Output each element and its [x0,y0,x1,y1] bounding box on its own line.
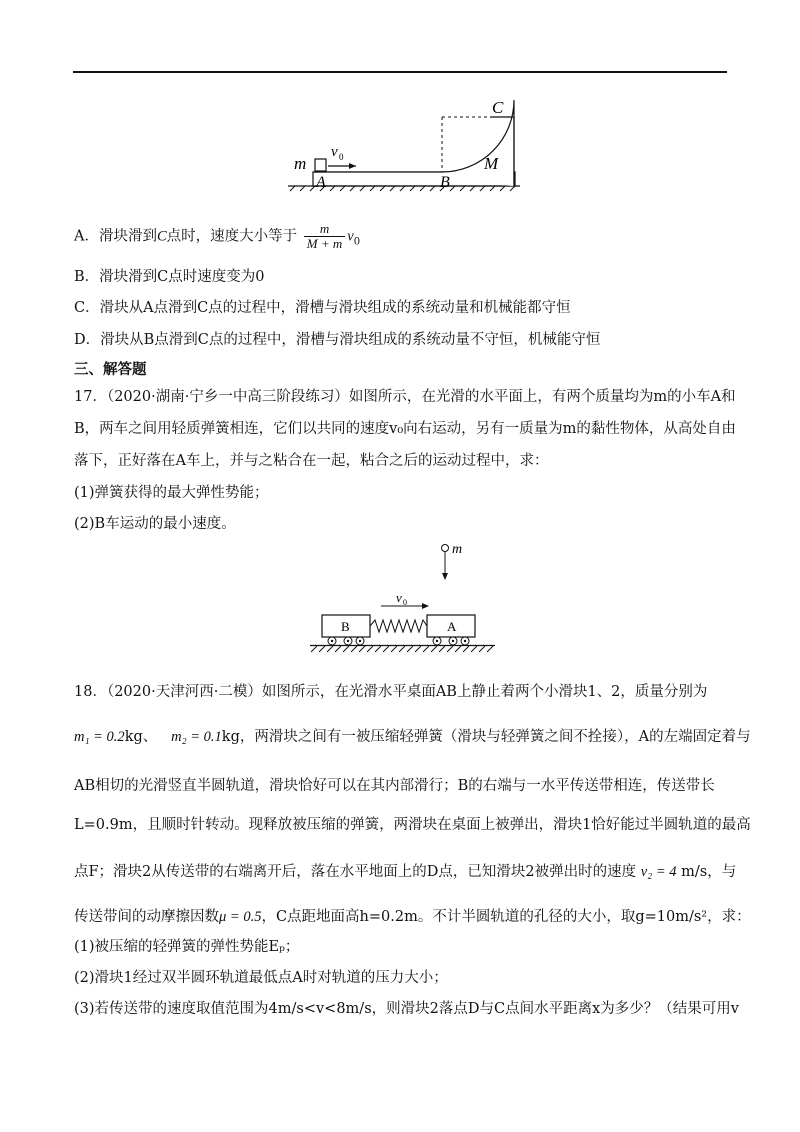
svg-text:A: A [447,619,457,634]
q17-line3: 落下，正好落在A车上，并与之粘合在一起，粘合之后的运动过程中，求： [74,453,549,469]
option-b: B．滑块滑到C点时速度变为0 [74,269,265,285]
slide-groove [313,100,514,186]
q18-line1: 18．（2020·天津河西·二模）如图所示，在光滑水平桌面AB上静止着两个小滑块1、2，质量分别为 [74,684,708,700]
section-heading: 三、解答题 [74,361,147,378]
svg-text:C: C [492,98,504,117]
svg-text:0: 0 [403,598,407,607]
q18-sub3: (3)若传送带的速度取值范围为4m/s<v<8m/s，则滑块2落点D与C点间水平距离x为多少？（结果可用v [74,1001,739,1017]
q18-line6: 传送带间的动摩擦因数μ = 0.5，C点距地面高h=0.2m。不计半圆轨道的孔径的大小，取g=10m/s²，求： [74,909,751,925]
q18-line2: m₁ = 0.2kg、 m₂ = 0.1kg，两滑块之间有一被压缩轻弹簧（滑块与轻弹簧之间不拴接），A的左端固定着与 [74,729,751,745]
option-a: A．滑块滑到C点时，速度大小等于 $\frac{m}{M + m}$ $v_0$ [74,221,361,251]
q18-sub2: (2)滑块1经过双半圆环轨道最低点A时对轨道的压力大小； [74,970,448,986]
option-d: D．滑块从B点滑到C点的过程中，滑槽与滑块组成的系统动量不守恒，机械能守恒 [74,332,601,348]
option-c: C．滑块从A点滑到C点的过程中，滑槽与滑块组成的系统动量和机械能都守恒 [74,300,571,316]
figure-two-carts [305,540,505,658]
q17-line1: 17．（2020·湖南·宁乡一中高三阶段练习）如图所示，在光滑的水平面上，有两个质量均为m的小车A和 [74,389,736,405]
svg-text:v: v [396,590,402,605]
q18-line5: 点F；滑块2从传送带的右端离开后，落在水平地面上的D点，已知滑块2被弹出时的速度 v₂ = 4 m/s，与 [74,864,737,880]
header-rule [73,71,727,73]
svg-text:M: M [484,154,499,173]
svg-text:v: v [331,144,338,160]
q17-sub1: (1)弹簧获得的最大弹性势能； [74,485,269,501]
label-m: m [294,154,307,173]
svg-text:B: B [341,619,350,634]
fraction: $\frac{m}{M + m}$ [304,222,346,251]
svg-text:A: A [316,174,326,191]
q17-sub2: (2)B车运动的最小速度。 [74,516,236,532]
spring [370,620,427,632]
svg-text:m: m [452,542,463,557]
svg-text:B: B [440,174,450,191]
slider-block [315,159,326,171]
q18-sub1: (1)被压缩的轻弹簧的弹性势能Eₚ； [74,939,300,955]
q17-line2: B，两车之间用轻质弹簧相连，它们以共同的速度v₀向右运动，另有一质量为m的黏性物体，从高处自由 [74,421,736,437]
q18-line4: L=0.9m，且顺时针转动。现释放被压缩的弹簧，两滑块在桌面上被弹出，滑块1恰好能过半圆轨道的最高 [74,817,751,833]
figure-slide-track [280,95,530,195]
q18-line3: AB相切的光滑竖直半圆轨道，滑块恰好可以在其内部滑行；B的右端与一水平传送带相连，传送带长 [74,778,715,794]
svg-text:0: 0 [339,152,344,162]
